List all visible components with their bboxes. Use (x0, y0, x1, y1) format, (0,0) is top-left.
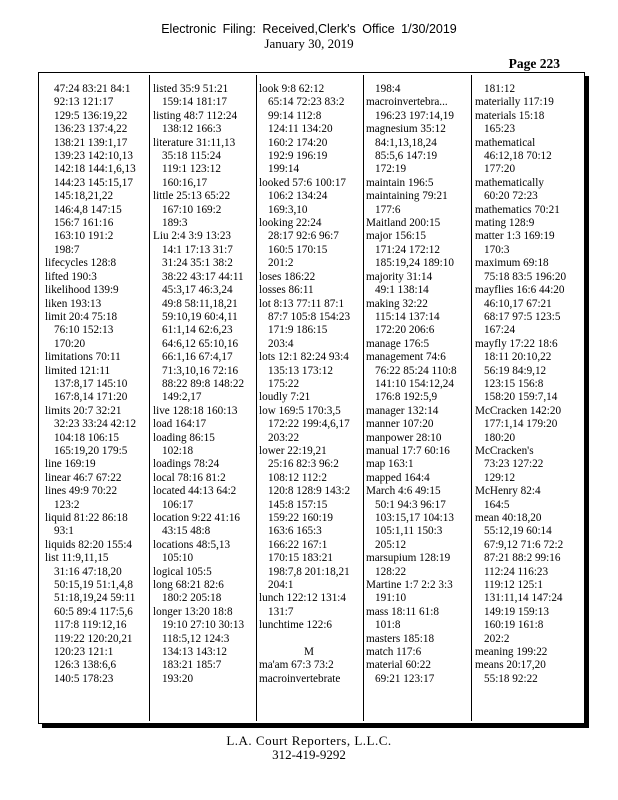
index-page-refs: 198:4 (375, 83, 401, 95)
index-page-refs: 105:10 (162, 552, 194, 565)
index-entry: match 117:6 (366, 646, 422, 659)
index-page-refs: 149:2,17 (162, 391, 202, 404)
index-entry (259, 633, 359, 646)
index-page-refs: 189:3 (162, 217, 188, 230)
index-page-refs: 71:3,10,16 72:16 (162, 364, 239, 377)
index-page-refs: 120:8 128:9 143:2 (268, 485, 351, 498)
index-page-refs: 35:18 115:24 (162, 150, 221, 163)
index-page-refs: 203:4 (268, 337, 294, 350)
index-page-refs: 93:1 (54, 525, 74, 538)
index-column-2 (153, 83, 253, 686)
filing-stamp-line: Electronic Filing: Received,Clerk's Office 1/30/2019 (161, 22, 457, 36)
index-entry: mathematical (475, 136, 536, 149)
index-entry: mating 128:9 (475, 217, 535, 230)
index-entry: Martine 1:7 2:2 3:3 (366, 579, 453, 592)
index-page-refs: 177:1,14 179:20 (484, 418, 558, 431)
index-entry: March 4:6 49:15 (366, 485, 441, 498)
index-entry: list 11:9,11,15 (45, 552, 109, 565)
index-page-refs: 18:11 20:10,22 (484, 351, 552, 364)
index-entry: marsupium 128:19 (366, 552, 451, 565)
index-entry: materially 117:19 (475, 96, 554, 109)
index-page-refs: 145:8 157:15 (268, 498, 328, 511)
index-page-refs: 76:10 152:13 (54, 324, 114, 337)
index-page-refs: 108:12 112:2 (268, 471, 327, 484)
index-entry: limited 121:11 (45, 364, 111, 377)
index-page-refs: 25:16 82:3 96:2 (268, 458, 339, 471)
column-divider (256, 75, 257, 721)
index-entry: losses 86:11 (259, 284, 314, 297)
index-column-3 (259, 83, 359, 686)
index-page-refs: 198:7 (54, 243, 80, 256)
index-entry: majority 31:14 (366, 270, 433, 283)
index-page-refs: 60:5 89:4 117:5,6 (54, 605, 133, 618)
index-page-refs: 180:2 205:18 (162, 592, 222, 605)
index-entry: locations 48:5,13 (153, 538, 231, 551)
index-entry: lifted 190:3 (45, 270, 97, 283)
index-page-refs: 171:9 186:15 (268, 324, 328, 337)
index-page-refs: 185:19,24 189:10 (375, 257, 454, 270)
index-page-refs: 46:10,17 67:21 (484, 297, 552, 310)
index-page-refs: 47:24 83:21 84:1 (54, 83, 131, 95)
index-page-refs: 163:10 191:2 (54, 230, 114, 243)
index-entry: linear 46:7 67:22 (45, 471, 122, 484)
index-page-refs: 87:7 105:8 154:23 (268, 310, 351, 323)
index-page-refs: 181:12 (484, 83, 516, 95)
index-page-refs: 32:23 33:24 42:12 (54, 418, 137, 431)
index-page-refs: 159:14 181:17 (162, 96, 227, 109)
index-entry: manner 107:20 (366, 418, 434, 431)
index-page-refs: 204:1 (268, 579, 294, 592)
index-entry: local 78:16 81:2 (153, 471, 226, 484)
index-page-refs: 31:16 47:18,20 (54, 565, 122, 578)
index-page-refs: 84:1,13,18,24 (375, 136, 437, 149)
index-page-refs: 176:8 192:5,9 (375, 391, 438, 404)
index-entry: ma'am 67:3 73:2 (259, 659, 334, 672)
index-entry: management 74:6 (366, 351, 446, 364)
index-page-refs: 119:22 120:20,21 (54, 632, 133, 645)
index-page-refs: 46:12,18 70:12 (484, 150, 552, 163)
index-entry: mapped 164:4 (366, 471, 430, 484)
index-page-refs: 55:18 92:22 (484, 672, 538, 685)
index-entry: macroinvertebrate (259, 672, 341, 685)
index-page-refs: 43:15 48:8 (162, 525, 211, 538)
index-entry: limitations 70:11 (45, 351, 121, 364)
index-page-refs: 45:3,17 46:3,24 (162, 284, 233, 297)
filing-date: January 30, 2019 (264, 36, 354, 51)
index-page-refs: 172:22 199:4,6,17 (268, 418, 350, 431)
index-entry: little 25:13 65:22 (153, 190, 231, 203)
index-entry: location 9:22 41:16 (153, 512, 241, 524)
index-column-4 (366, 83, 466, 686)
index-page-refs: 123:2 (54, 498, 80, 511)
index-page-refs: 38:22 43:17 44:11 (162, 270, 244, 283)
index-letter-heading: M (304, 646, 314, 659)
index-page-refs: 202:2 (484, 632, 510, 645)
index-page-refs: 129:5 136:19,22 (54, 109, 128, 122)
index-page-refs: 198:7,8 201:18,21 (268, 565, 350, 578)
index-entry: listing 48:7 112:24 (153, 109, 238, 122)
index-entry: limits 20:7 32:21 (45, 404, 122, 417)
index-page-refs: 146:4,8 147:15 (54, 203, 122, 216)
index-page-refs: 49:1 138:14 (375, 284, 429, 297)
index-page-refs: 175:22 (268, 377, 300, 390)
index-page-refs: 31:24 35:1 38:2 (162, 257, 233, 270)
index-entry: Liu 2:4 3:9 13:23 (153, 230, 232, 243)
index-entry: McCracken 142:20 (475, 404, 562, 417)
index-entry: mathematically (475, 176, 544, 189)
index-page-refs: 158:20 159:7,14 (484, 391, 558, 404)
index-entry: looked 57:6 100:17 (259, 176, 347, 189)
index-page-refs: 112:24 116:23 (484, 565, 549, 578)
index-page-refs: 165:19,20 179:5 (54, 444, 128, 457)
index-page-refs: 170:3 (484, 243, 510, 256)
index-entry: liquid 81:22 86:18 (45, 512, 128, 524)
index-page-refs: 149:19 159:13 (484, 605, 549, 618)
index-page-refs: 87:21 88:2 99:16 (484, 552, 561, 565)
index-page-refs: 51:18,19,24 59:11 (54, 592, 136, 605)
index-page-refs: 59:10,19 60:4,11 (162, 310, 238, 323)
index-entry: McHenry 82:4 (475, 485, 541, 498)
index-page-refs: 106:2 134:24 (268, 190, 328, 203)
index-entry: lot 8:13 77:11 87:1 (259, 297, 345, 310)
index-entry: loudly 7:21 (259, 391, 311, 404)
index-page-refs: 119:12 125:1 (484, 579, 543, 592)
index-page-refs: 142:18 144:1,6,13 (54, 163, 136, 176)
index-page-refs: 131:11,14 147:24 (484, 592, 563, 605)
index-page-refs: 120:23 121:1 (54, 646, 114, 659)
index-entry: lifecycles 128:8 (45, 257, 117, 270)
index-entry: loadings 78:24 (153, 458, 220, 471)
index-entry: meaning 199:22 (475, 646, 548, 659)
index-page-refs: 126:3 138:6,6 (54, 659, 117, 672)
index-page-refs: 199:14 (268, 163, 300, 176)
index-entry: live 128:18 160:13 (153, 404, 238, 417)
index-entry: liken 193:13 (45, 297, 102, 310)
page-number: Page 223 (508, 56, 560, 71)
index-entry: long 68:21 82:6 (153, 579, 224, 592)
index-entry: McCracken's (475, 444, 534, 457)
index-page-refs: 167:8,14 171:20 (54, 391, 128, 404)
index-page-refs: 163:6 165:3 (268, 525, 322, 538)
index-entry: manpower 28:10 (366, 431, 442, 444)
index-page-refs: 128:22 (375, 565, 407, 578)
index-page-refs: 28:17 92:6 96:7 (268, 230, 339, 243)
index-page-refs: 140:5 178:23 (54, 672, 114, 685)
index-page-refs: 170:20 (54, 337, 86, 350)
index-page-refs: 60:20 72:23 (484, 190, 538, 203)
index-entry: mayfly 17:22 18:6 (475, 337, 558, 350)
index-entry: lower 22:19,21 (259, 444, 327, 457)
index-page-refs: 144:23 145:15,17 (54, 176, 133, 189)
index-page-refs: 66:1,16 67:4,17 (162, 351, 233, 364)
index-entry: load 164:17 (153, 418, 207, 431)
index-page-refs: 102:18 (162, 444, 194, 457)
index-entry: maintaining 79:21 (366, 190, 448, 203)
index-page-refs: 141:10 154:12,24 (375, 377, 454, 390)
index-entry: lunch 122:12 131:4 (259, 592, 347, 605)
index-entry: mass 18:11 61:8 (366, 605, 439, 618)
index-page-refs: 177:6 (375, 203, 401, 216)
index-entry: lots 12:1 82:24 93:4 (259, 351, 349, 364)
index-page-refs: 164:5 (484, 498, 510, 511)
index-page-refs: 56:19 84:9,12 (484, 364, 547, 377)
index-entry: matter 1:3 169:19 (475, 230, 555, 243)
index-page-refs: 124:11 134:20 (268, 123, 333, 136)
index-page-refs: 160:5 170:15 (268, 243, 328, 256)
index-page-refs: 67:9,12 71:6 72:2 (484, 538, 564, 551)
index-page-refs: 170:15 183:21 (268, 552, 333, 565)
index-page-refs: 138:12 166:3 (162, 123, 222, 136)
index-page-refs: 160:2 174:20 (268, 136, 328, 149)
index-page-refs: 64:6,12 65:10,16 (162, 337, 239, 350)
column-divider (363, 75, 364, 721)
index-page-refs: 183:21 185:7 (162, 659, 222, 672)
index-page-refs: 201:2 (268, 257, 294, 270)
index-page-refs: 50:15,19 51:1,4,8 (54, 579, 133, 592)
index-entry: line 169:19 (45, 458, 96, 471)
index-entry: lines 49:9 70:22 (45, 485, 118, 498)
index-entry: manager 132:14 (366, 404, 439, 417)
index-panel (38, 72, 585, 724)
index-page-refs: 104:18 106:15 (54, 431, 119, 444)
index-page-refs: 123:15 156:8 (484, 377, 544, 390)
index-page-refs: 65:14 72:23 83:2 (268, 96, 345, 109)
index-page-refs: 68:17 97:5 123:5 (484, 310, 561, 323)
index-page-refs: 119:1 123:12 (162, 163, 221, 176)
index-entry: lunchtime 122:6 (259, 619, 333, 632)
index-page-refs: 129:12 (484, 471, 516, 484)
index-page-refs: 75:18 83:5 196:20 (484, 270, 567, 283)
index-page-refs: 138:21 139:1,17 (54, 136, 128, 149)
index-page-refs: 159:22 160:19 (268, 512, 333, 524)
index-entry: low 169:5 170:3,5 (259, 404, 341, 417)
index-entry: mayflies 16:6 44:20 (475, 284, 565, 297)
index-page-refs: 88:22 89:8 148:22 (162, 377, 245, 390)
reporter-name: L.A. Court Reporters, L.L.C. (226, 733, 392, 748)
index-entry: mathematics 70:21 (475, 203, 560, 216)
index-page-refs: 61:1,14 62:6,23 (162, 324, 233, 337)
index-page-refs: 92:13 121:17 (54, 96, 114, 109)
index-entry: logical 105:5 (153, 565, 212, 578)
index-page-refs: 19:10 27:10 30:13 (162, 619, 245, 632)
index-column-5 (475, 83, 575, 686)
index-page-refs: 172:19 (375, 163, 407, 176)
index-page-refs: 145:18,21,22 (54, 190, 114, 203)
index-page-refs: 167:24 (484, 324, 516, 337)
index-entry: manage 176:5 (366, 337, 430, 350)
index-page-refs: 169:3,10 (268, 203, 308, 216)
index-entry: loading 86:15 (153, 431, 215, 444)
index-page-refs: 160:19 161:8 (484, 619, 544, 632)
index-entry: magnesium 35:12 (366, 123, 446, 136)
index-page-refs: 171:24 172:12 (375, 243, 440, 256)
index-page-refs: 205:12 (375, 538, 407, 551)
index-page-refs: 136:23 137:4,22 (54, 123, 128, 136)
index-page-refs: 55:12,19 60:14 (484, 525, 552, 538)
index-entry: look 9:8 62:12 (259, 83, 325, 95)
index-entry: macroinvertebra... (366, 96, 448, 109)
index-entry: maintain 196:5 (366, 176, 434, 189)
index-page-refs: 191:10 (375, 592, 407, 605)
index-page-refs: 160:16,17 (162, 176, 208, 189)
index-page-refs: 85:5,6 147:19 (375, 150, 438, 163)
index-page-refs: 14:1 17:13 31:7 (162, 243, 233, 256)
index-entry: material 60:22 (366, 659, 431, 672)
index-page-refs: 193:20 (162, 672, 194, 685)
index-entry: means 20:17,20 (475, 659, 546, 672)
index-page-refs: 180:20 (484, 431, 516, 444)
index-page-refs: 49:8 58:11,18,21 (162, 297, 238, 310)
index-page-refs: 166:22 167:1 (268, 538, 328, 551)
index-entry: mean 40:18,20 (475, 512, 542, 524)
index-entry: looking 22:24 (259, 217, 322, 230)
index-entry: map 163:1 (366, 458, 414, 471)
index-page-refs: 118:5,12 124:3 (162, 632, 230, 645)
index-page-refs: 115:14 137:14 (375, 310, 440, 323)
index-page-refs: 135:13 173:12 (268, 364, 333, 377)
index-page-refs: 203:22 (268, 431, 300, 444)
column-divider (471, 75, 472, 721)
index-page-refs: 139:23 142:10,13 (54, 150, 133, 163)
index-entry: masters 185:18 (366, 632, 435, 645)
index-page-refs: 105:1,11 150:3 (375, 525, 443, 538)
index-page-refs: 172:20 206:6 (375, 324, 435, 337)
index-entry: located 44:13 64:2 (153, 485, 237, 498)
index-page-refs: 137:8,17 145:10 (54, 377, 128, 390)
index-entry: Maitland 200:15 (366, 217, 441, 230)
index-page-refs: 167:10 169:2 (162, 203, 222, 216)
index-entry: making 32:22 (366, 297, 428, 310)
index-entry: materials 15:18 (475, 109, 545, 122)
index-entry: listed 35:9 51:21 (153, 83, 229, 95)
index-page-refs: 165:23 (484, 123, 516, 136)
index-entry: longer 13:20 18:8 (153, 605, 233, 618)
reporter-phone: 312-419-9292 (272, 747, 346, 762)
index-entry: loses 186:22 (259, 270, 316, 283)
index-page-refs: 103:15,17 104:13 (375, 512, 454, 524)
index-entry: maximum 69:18 (475, 257, 549, 270)
index-entry: literature 31:11,13 (153, 136, 236, 149)
index-page-refs: 76:22 85:24 110:8 (375, 364, 457, 377)
index-entry: major 156:15 (366, 230, 426, 243)
index-page-refs: 156:7 161:16 (54, 217, 114, 230)
column-divider (149, 75, 150, 721)
index-page-refs: 134:13 143:12 (162, 646, 227, 659)
index-page-refs: 73:23 127:22 (484, 458, 544, 471)
index-entry: manual 17:7 60:16 (366, 444, 450, 457)
index-page-refs: 101:8 (375, 619, 401, 632)
index-entry: liquids 82:20 155:4 (45, 538, 133, 551)
index-column-1 (45, 83, 145, 686)
index-page-refs: 50:1 94:3 96:17 (375, 498, 446, 511)
index-page-refs: 69:21 123:17 (375, 672, 435, 685)
index-page-refs: 192:9 196:19 (268, 150, 328, 163)
index-page-refs: 106:17 (162, 498, 194, 511)
index-page-refs: 131:7 (268, 605, 294, 618)
index-page-refs: 117:8 119:12,16 (54, 619, 127, 632)
index-entry: limit 20:4 75:18 (45, 310, 118, 323)
index-page-refs: 196:23 197:14,19 (375, 109, 454, 122)
index-page-refs: 177:20 (484, 163, 516, 176)
index-entry: likelihood 139:9 (45, 284, 119, 297)
index-page-refs: 99:14 112:8 (268, 109, 322, 122)
